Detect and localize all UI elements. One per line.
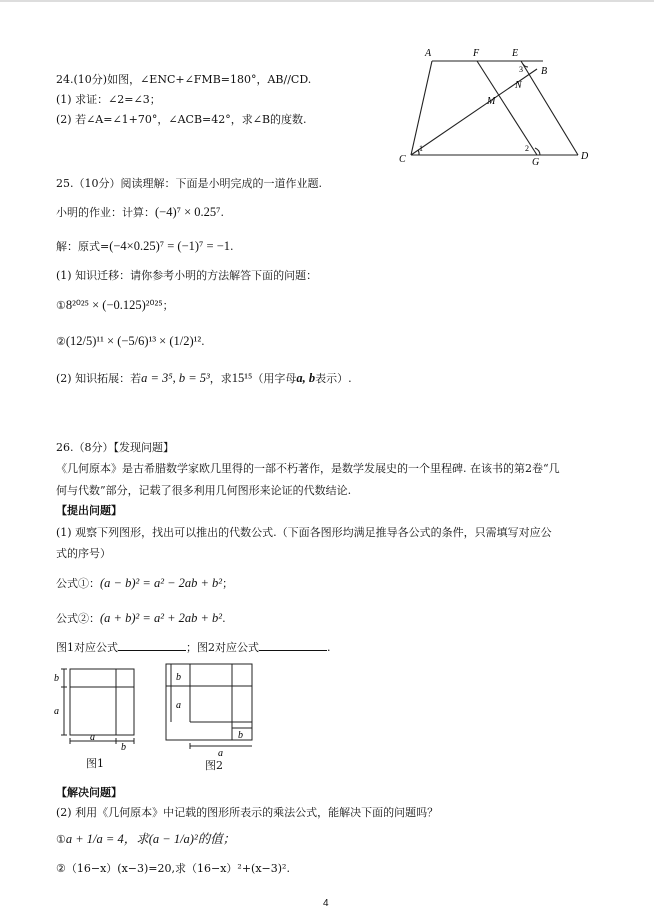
- q24-geometry-figure: [395, 42, 595, 172]
- q26-solve-item1: [56, 832, 235, 847]
- q26-formula1: 公式①：(a − b)² = a² − 2ab + b²；: [56, 576, 234, 590]
- q25-part2: [56, 371, 352, 386]
- q26-figure2: [160, 660, 260, 756]
- q26-intro-line2: 何与代数”部分，记载了很多利用几何图形来论证的代数结论.: [56, 484, 352, 497]
- q26-fig1-answer-blank[interactable]: [118, 640, 186, 651]
- q26-solve-heading: 【解决问题】: [56, 786, 122, 799]
- q26-figure2-caption: 图2: [205, 759, 223, 772]
- q25-homework: 小明的作业：计算：(−4)⁷ × 0.25⁷.: [56, 205, 225, 219]
- q25-part2-vars: a, b: [296, 371, 316, 385]
- q24-part2: (2) 若∠A=∠1+70°，∠ACB=42°，求∠B的度数.: [56, 113, 307, 126]
- fig2-dim-b-left: b: [176, 672, 181, 683]
- label-n: N: [515, 80, 522, 91]
- q26-figure1: [50, 664, 145, 754]
- label-c: C: [399, 154, 406, 165]
- q26-part1-line2: 式的序号）: [56, 547, 111, 560]
- q26-solve-item1-text: a + 1/a = 4，求(a − 1/a)²的值；: [65, 832, 236, 846]
- q26-ask-heading: 【提出问题】: [56, 504, 122, 517]
- q25-homework-prefix: 小明的作业：计算：: [56, 206, 155, 219]
- q26-solve-item1-num: ①: [56, 833, 66, 846]
- label-a: A: [425, 48, 432, 59]
- q26-formula1-expr: (a − b)² = a² − 2ab + b²: [100, 576, 223, 590]
- fig2-dim-b-bottom: b: [238, 730, 243, 741]
- q26-formula2: 公式②：(a + b)² = a² + 2ab + b².: [56, 611, 226, 625]
- fig2-dim-a-left: a: [176, 700, 181, 711]
- fig1-dim-a-bottom: a: [90, 732, 95, 743]
- label-angle-1: 1: [419, 144, 423, 153]
- q25-part2-mid: ，求: [209, 372, 232, 385]
- fig2-dim-a-bottom: a: [218, 748, 223, 756]
- q25-item1-expr: 8²⁰²⁵ × (−0.125)²⁰²⁵: [65, 298, 163, 312]
- q24-heading: 24.(10分)如图，∠ENC+∠FMB=180°，AB//CD.: [56, 73, 312, 86]
- q25-item2-num: ②: [56, 335, 66, 348]
- q25-solution-expr: (−4×0.25)⁷ = (−1)⁷ = −1: [109, 239, 231, 253]
- label-angle-3: 3: [519, 65, 523, 74]
- line-ed: [521, 61, 578, 155]
- label-e: E: [512, 48, 519, 59]
- label-f: F: [473, 48, 480, 59]
- q24-part1: (1) 求证：∠2=∠3；: [56, 93, 161, 106]
- q26-solve-item2: ②（16−x）(x−3)=20,求（16−x）²+(x−3)².: [56, 862, 290, 875]
- label-d: D: [581, 151, 589, 162]
- q25-part2-target: 15¹⁵: [231, 371, 253, 385]
- q26-part2: (2) 利用《几何原本》中记载的图形所表示的乘法公式，能解决下面的问题吗？: [56, 806, 439, 819]
- q25-part2-expr: a = 3⁵, b = 5³: [141, 371, 210, 385]
- q26-fig2-answer-blank[interactable]: [259, 640, 327, 651]
- q25-item2: ②(12/5)¹¹ × (−5/6)¹³ × (1/2)¹².: [56, 334, 205, 348]
- q25-part1: (1) 知识迁移：请你参考小明的方法解答下面的问题：: [56, 269, 318, 282]
- line-ac: [411, 61, 432, 155]
- fig1-dim-a-left: a: [54, 706, 59, 717]
- label-g: G: [532, 157, 540, 168]
- q26-fig1-blank-label: 图1对应公式: [56, 641, 118, 654]
- q25-item1-num: ①: [56, 299, 66, 312]
- q25-part2-suffix: （用字母: [252, 372, 297, 385]
- q26-figure1-caption: 图1: [86, 757, 104, 770]
- q26-formula2-label: 公式②：: [56, 612, 100, 625]
- q25-item2-expr: (12/5)¹¹ × (−5/6)¹³ × (1/2)¹²: [65, 334, 202, 348]
- q25-heading: 25.（10分）阅读理解：下面是小明完成的一道作业题.: [56, 177, 322, 190]
- q25-solution-prefix: 解：原式=: [56, 240, 110, 253]
- q26-formula1-label: 公式①：: [56, 577, 100, 590]
- q26-heading: 26.（8分）【发现问题】: [56, 441, 174, 454]
- q25-part2-prefix: (2) 知识拓展：若: [56, 372, 142, 385]
- q26-intro-line1: 《几何原本》是古希腊数学家欧几里得的一部不朽著作，是数学发展史的一个里程碑. 在该书的第2卷“几: [56, 462, 560, 475]
- label-angle-2: 2: [525, 144, 529, 153]
- q26-fig2-blank-label: ；图2对应公式: [186, 641, 259, 654]
- top-border: [0, 0, 654, 2]
- q26-part1-line1: (1) 观察下列图形，找出可以推出的代数公式.（下面各图形均满足推导各公式的条件，只需填写对应公: [56, 526, 552, 539]
- q25-item1: ①8²⁰²⁵ × (−0.125)²⁰²⁵；: [56, 298, 174, 312]
- page-number: 4: [323, 898, 329, 909]
- q25-part2-end: 表示）.: [315, 372, 352, 385]
- fig1-dim-b-bottom: b: [121, 742, 126, 753]
- fig1-dim-b-left: b: [54, 673, 59, 684]
- q26-formula2-expr: (a + b)² = a² + 2ab + b²: [100, 611, 223, 625]
- label-m: M: [487, 96, 496, 107]
- label-b: B: [541, 66, 548, 77]
- q26-blanks: 图1对应公式 ；图2对应公式 .: [56, 641, 331, 654]
- q25-solution: 解：原式=(−4×0.25)⁷ = (−1)⁷ = −1.: [56, 239, 234, 253]
- q25-homework-expr: (−4)⁷ × 0.25⁷: [155, 205, 221, 219]
